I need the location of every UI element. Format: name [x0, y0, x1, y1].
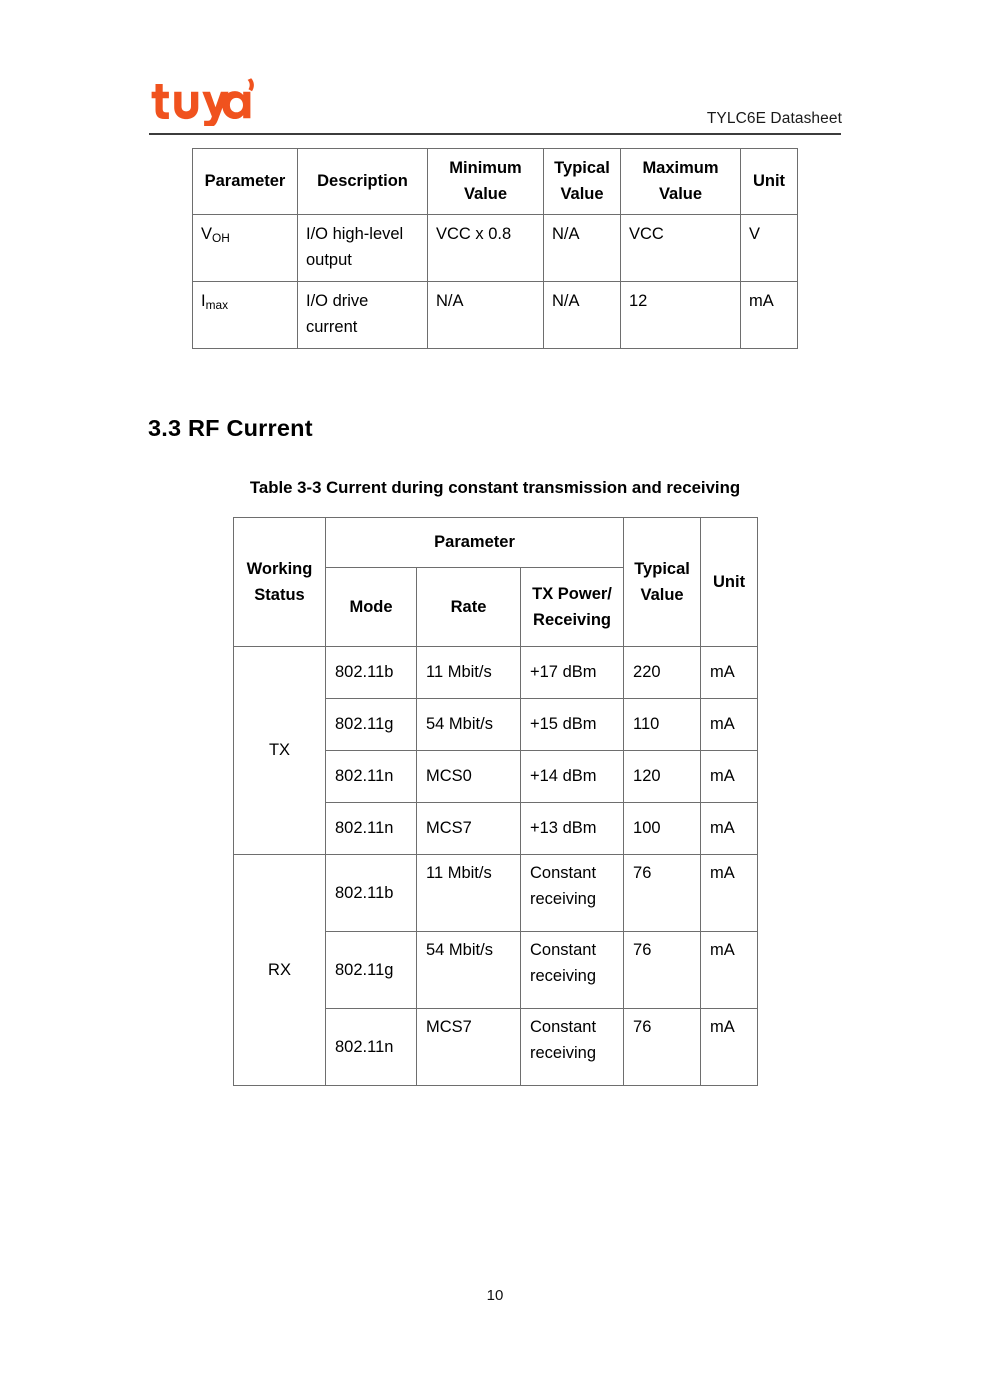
- cell-mode: 802.11g: [326, 932, 417, 1009]
- cell-tx-power: Constant receiving: [521, 855, 624, 932]
- table-header-row-top: [234, 518, 758, 568]
- cell-typical-value: 76: [624, 1009, 701, 1086]
- cell-mode: 802.11b: [326, 647, 417, 699]
- cell-tx-power: Constant receiving: [521, 1009, 624, 1086]
- header-line-2: Value: [463, 185, 508, 203]
- cell-rate: MCS7: [417, 1009, 521, 1086]
- header-line-1: Maximum: [642, 159, 719, 178]
- header-line-1: Typical: [634, 559, 690, 578]
- electrical-characteristics-table: [192, 148, 798, 349]
- cell-working-status: RX: [234, 855, 326, 1086]
- cell-typical: N/A: [544, 282, 621, 349]
- cell-rate: 11 Mbit/s: [417, 647, 521, 699]
- cell-mode: 802.11n: [326, 1009, 417, 1086]
- table-header-row: [193, 149, 798, 215]
- cell-unit: mA: [701, 647, 758, 699]
- header-divider: [149, 133, 841, 135]
- cell-description: I/O high-level output: [298, 215, 428, 282]
- cell-minimum: N/A: [428, 282, 544, 349]
- header-line-2: Status: [254, 585, 305, 604]
- header-line-2: Value: [640, 585, 684, 604]
- cell-tx-power: +14 dBm: [521, 751, 624, 803]
- cell-mode: 802.11n: [326, 751, 417, 803]
- column-header-typical-value: [544, 149, 621, 215]
- header-line-1: Typical: [554, 159, 610, 178]
- table-row: [193, 282, 798, 349]
- cell-unit: V: [741, 215, 798, 282]
- column-header-unit: Unit: [741, 149, 798, 215]
- cell-typical-value: 76: [624, 855, 701, 932]
- cell-tx-power: +15 dBm: [521, 699, 624, 751]
- cell-rate: MCS0: [417, 751, 521, 803]
- cell-maximum: VCC: [621, 215, 741, 282]
- column-header-typical-value: [624, 518, 701, 647]
- column-header-maximum-value: [621, 149, 741, 215]
- header-line-2: Receiving: [533, 610, 611, 629]
- column-header-rate: Rate: [417, 568, 521, 647]
- header-line-1: Working: [246, 559, 313, 578]
- parameter-subscript: OH: [212, 230, 230, 245]
- parameter-symbol: V: [201, 225, 213, 243]
- cell-tx-power: +13 dBm: [521, 803, 624, 855]
- cell-unit: mA: [701, 855, 758, 932]
- header-line-2: Value: [658, 185, 703, 203]
- electrical-table-container: [192, 148, 798, 349]
- table-row: [193, 215, 798, 282]
- column-header-minimum-value: [428, 149, 544, 215]
- table-row: [234, 855, 758, 932]
- cell-rate: 11 Mbit/s: [417, 855, 521, 932]
- header-line-2: Value: [560, 185, 604, 203]
- column-header-mode: Mode: [326, 568, 417, 647]
- column-header-unit: Unit: [701, 518, 758, 647]
- parameter-subscript: max: [205, 297, 229, 312]
- cell-unit: mA: [701, 932, 758, 1009]
- cell-working-status: TX: [234, 647, 326, 855]
- rf-current-table: [233, 517, 758, 1086]
- cell-tx-power: +17 dBm: [521, 647, 624, 699]
- page-number: 10: [486, 1287, 504, 1304]
- cell-typical-value: 100: [624, 803, 701, 855]
- cell-unit: mA: [701, 699, 758, 751]
- cell-mode: 802.11g: [326, 699, 417, 751]
- column-header-parameter: Parameter: [193, 149, 298, 215]
- cell-mode: 802.11b: [326, 855, 417, 932]
- cell-typical-value: 110: [624, 699, 701, 751]
- cell-maximum: 12: [621, 282, 741, 349]
- cell-unit: mA: [701, 1009, 758, 1086]
- cell-unit: mA: [741, 282, 798, 349]
- cell-description: I/O drive current: [298, 282, 428, 349]
- page-header: [0, 0, 990, 140]
- cell-rate: 54 Mbit/s: [417, 932, 521, 1009]
- cell-typical-value: 120: [624, 751, 701, 803]
- cell-parameter: [193, 282, 298, 349]
- cell-typical-value: 76: [624, 932, 701, 1009]
- cell-rate: MCS7: [417, 803, 521, 855]
- column-header-working-status: [234, 518, 326, 647]
- cell-minimum: VCC x 0.8: [428, 215, 544, 282]
- document-title: TYLC6E Datasheet: [706, 110, 842, 127]
- column-header-parameter-group: Parameter: [326, 518, 624, 568]
- column-header-tx-power: [521, 568, 624, 647]
- cell-unit: mA: [701, 803, 758, 855]
- section-heading-rf-current: 3.3 RF Current: [148, 415, 313, 441]
- cell-parameter: [193, 215, 298, 282]
- cell-rate: 54 Mbit/s: [417, 699, 521, 751]
- cell-mode: 802.11n: [326, 803, 417, 855]
- table-caption-3-3: Table 3-3 Current during constant transmission and receiving: [249, 478, 741, 497]
- header-line-1: Minimum: [449, 159, 522, 178]
- cell-typical: N/A: [544, 215, 621, 282]
- table-row: [234, 647, 758, 699]
- parameter-symbol: I: [201, 292, 206, 310]
- column-header-description: Description: [298, 149, 428, 215]
- rf-current-table-container: [233, 517, 758, 1086]
- tuya-logo: [149, 78, 269, 126]
- header-line-1: TX Power/: [532, 584, 612, 603]
- cell-unit: mA: [701, 751, 758, 803]
- cell-tx-power: Constant receiving: [521, 932, 624, 1009]
- cell-typical-value: 220: [624, 647, 701, 699]
